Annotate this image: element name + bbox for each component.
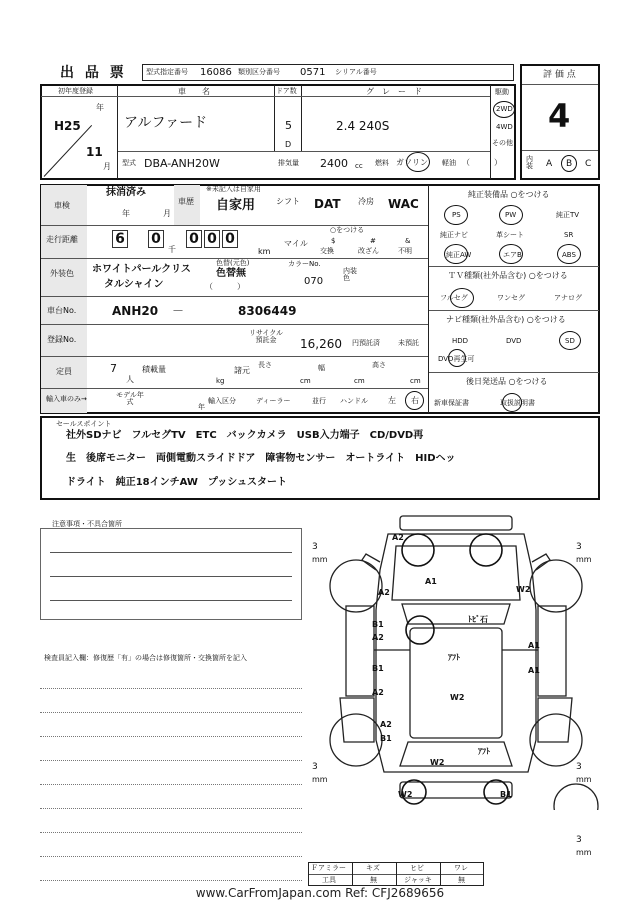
import-label: 輸入車のみ→ — [46, 395, 87, 403]
shaken-year: 年 — [122, 209, 130, 218]
form-no: 16086 — [200, 67, 232, 78]
color-name-2: タルシャイン — [104, 279, 164, 290]
tread-spare: 3 — [576, 835, 582, 845]
mileage-unit: km — [258, 247, 271, 256]
tread-rr: 3 — [576, 762, 582, 772]
equip-abs: ABS — [562, 251, 576, 259]
tv-oneseg: ワンセグ — [497, 294, 525, 302]
doors-label: ドア数 — [276, 87, 297, 95]
capacity-unit: 人 — [126, 375, 134, 384]
model-value: DBA-ANH20W — [144, 157, 220, 170]
mileage-label: 走行距離 — [46, 235, 78, 244]
mark-rear-window: W2 — [430, 758, 445, 767]
sales-points-label: セールスポイント — [56, 420, 112, 428]
displacement-value: 2400 — [320, 157, 348, 170]
equip-abs-circle — [557, 244, 581, 264]
mileage-digit-1: 6 — [112, 230, 128, 248]
usage-note: ※未記入は自家用 — [206, 185, 261, 193]
form-no-label: 型式指定番号 — [146, 68, 188, 76]
meter-option-unknown: 不明 — [398, 247, 412, 255]
recycle-unpaid: 未預託 — [398, 339, 419, 347]
light-oil-label: 軽油 — [442, 159, 456, 167]
capacity-value: 7 — [110, 362, 117, 375]
fuel-circle — [406, 152, 430, 172]
mark-rear-bumper-right: B1 — [500, 790, 512, 799]
mileage-thousand: 千 — [168, 245, 176, 254]
car-name-label: 車 名 — [178, 87, 210, 96]
tv-fullseg: フルセグ — [440, 294, 468, 302]
mark-rear-bumper-left: W2 — [398, 790, 413, 799]
mark-left-fender: A2 — [378, 588, 390, 597]
equip-airbag-circle — [499, 244, 523, 264]
navi-title: ナビ種類(社外品含む) ○をつける — [446, 315, 566, 324]
interior-a: A — [546, 159, 553, 169]
navi-dvd: DVD — [506, 337, 522, 345]
import-parallel: 並行 — [312, 397, 326, 405]
tv-analog: アナログ — [554, 294, 582, 302]
genuine-title: 純正装備品 ○をつける — [468, 190, 550, 199]
interior-b: B — [566, 159, 573, 169]
capacity-label: 定員 — [56, 367, 72, 376]
dvd-play: DVD再生可 — [438, 355, 475, 363]
dims-label: 諸元 — [234, 366, 250, 375]
meter-code-3: & — [405, 237, 411, 245]
legend-v4: 無 — [458, 876, 465, 884]
interior-c: C — [585, 159, 592, 169]
mileage-digit-3: 0 — [186, 230, 202, 248]
after-manual-circle — [502, 393, 522, 412]
handle-right: 右 — [411, 396, 419, 405]
equip-aw-circle — [444, 244, 468, 264]
drive-label: 駆動 — [495, 88, 509, 96]
load-label: 積載量 — [142, 365, 166, 374]
mark-right-rear-door: A1 — [528, 666, 540, 675]
equip-airbag: エアB — [503, 251, 522, 259]
mark-right-fender: W2 — [516, 585, 531, 594]
equip-ps-circle — [444, 205, 468, 225]
equip-pw: PW — [505, 211, 517, 219]
mark-roof-rear: W2 — [450, 693, 465, 702]
class-no: 0571 — [300, 67, 326, 78]
first-reg-month: 11 — [86, 145, 103, 159]
mileage-digit-4: 0 — [204, 230, 220, 248]
meter-code-2: # — [370, 237, 376, 245]
dvd-play-circle — [448, 349, 466, 367]
fuel-value: ガソリン — [396, 158, 428, 167]
displacement-unit: cc — [355, 162, 363, 170]
color-label: 外装色 — [50, 269, 74, 278]
year-unit: 年 — [96, 103, 104, 112]
navi-sd: SD — [565, 337, 575, 345]
ac-value: WAC — [388, 197, 419, 211]
fuel-label: 燃料 — [375, 159, 389, 167]
handle-label: ハンドル — [340, 397, 368, 405]
after-manual: 取扱説明書 — [500, 399, 535, 407]
navi-sd-circle — [559, 331, 581, 350]
displacement-label: 排気量 — [278, 159, 299, 167]
meter-label: マイル — [284, 239, 308, 248]
ac-label: 冷房 — [358, 197, 374, 206]
mark-roof: ｱﾌﾄ — [448, 653, 460, 662]
interior-label: 内装 — [526, 155, 533, 170]
legend-v2: 無 — [370, 876, 377, 884]
dim-width-unit: cm — [354, 377, 365, 385]
color-change-label: 色替(元色) — [216, 259, 250, 267]
meter-code-1: $ — [331, 237, 336, 245]
doors-value: 5 — [285, 119, 292, 132]
mark-hood: A1 — [425, 577, 437, 586]
legend-v3: ジャッキ — [404, 876, 432, 884]
caution-box — [40, 528, 302, 620]
dim-width: 幅 — [318, 364, 325, 372]
footer-watermark: www.CarFromJapan.com Ref: CFJ2689656 — [195, 886, 445, 900]
tv-title: ＴＶ種類(社外品含む) ○をつける — [448, 271, 568, 280]
mark-front-bumper: A2 — [392, 533, 404, 542]
chassis-label: 車台No. — [47, 306, 77, 315]
dim-length: 長さ — [258, 361, 272, 369]
usage-value: 自家用 — [216, 198, 256, 213]
car-diagram — [300, 510, 620, 810]
legend-h1: Ｆアミラー — [311, 864, 346, 872]
score-label: 評 価 点 — [543, 70, 576, 80]
mileage-digit-2: 0 — [148, 230, 164, 248]
mark-left-front-door-1: B1 — [372, 620, 384, 629]
recycle-paid: 円預託済 — [352, 339, 380, 347]
mark-left-rear-panel: B1 — [380, 734, 392, 743]
drive-2wd-circle — [493, 101, 515, 118]
interior-b-circle — [561, 155, 577, 172]
equip-ps: PS — [452, 211, 461, 219]
sales-points-line-3: ドライト 純正18インチAW プッシュスタート — [66, 477, 288, 488]
legend-h4: ワレ — [454, 864, 468, 872]
color-no-label: カラーNo. — [288, 260, 321, 268]
dim-length-unit: cm — [300, 377, 311, 385]
import-dealer: ディーラー — [256, 397, 291, 405]
mark-rear-quarter: ｱﾌﾄ — [478, 747, 490, 756]
model-label: 型式 — [122, 159, 136, 167]
mark-left-rear-door: B1 — [372, 664, 384, 673]
serial-label: シリアル番号 — [335, 68, 377, 76]
shift-value: DAT — [314, 197, 341, 211]
mark-windshield: ﾄﾋﾞ石 — [468, 615, 488, 624]
tread-fl: 3 — [312, 542, 318, 552]
color-no: 070 — [304, 276, 324, 287]
grade-value: 2.4 240S — [336, 119, 390, 133]
handle-left: 左 — [388, 396, 396, 405]
tread-rl: 3 — [312, 762, 318, 772]
id-row — [142, 64, 514, 81]
shaken-label: 車検 — [54, 201, 70, 210]
class-no-label: 類別区分番号 — [238, 68, 280, 76]
after-warranty: 新車保証書 — [434, 399, 469, 407]
door-type: D — [285, 140, 292, 149]
legend-h2: キズ — [366, 864, 380, 872]
mileage-digit-5: 0 — [222, 230, 238, 248]
car-name: アルファード — [124, 115, 208, 131]
meter-option-tampered: 改ざん — [358, 247, 379, 255]
drive-other: その他 — [492, 139, 513, 147]
navi-hdd: HDD — [452, 337, 469, 345]
shift-label: シフト — [276, 197, 300, 206]
dim-height: 高さ — [372, 361, 386, 369]
mark-left-rear-fender: A2 — [380, 720, 392, 729]
sheet-title: 出 品 票 — [60, 65, 127, 81]
chassis-dash: － — [172, 304, 185, 318]
equip-sr: SR — [564, 231, 574, 239]
interior-color-label: 内装色 — [343, 267, 357, 282]
mark-right-front-door: A1 — [528, 641, 540, 650]
color-change-paren: （ ） — [205, 282, 245, 291]
fuel-paren: （ ） — [462, 158, 502, 167]
drive-4wd: 4WD — [496, 123, 513, 131]
score-value: 4 — [548, 97, 571, 135]
color-change: 色替無 — [216, 268, 246, 279]
grade-label: グ レ ー ド — [366, 87, 422, 96]
recycle-amount: 16,260 — [300, 337, 342, 351]
equip-navi: 純正ナビ — [440, 231, 468, 239]
tread-rr-unit: mm — [576, 775, 592, 784]
drive-2wd: 2WD — [496, 105, 513, 113]
mark-left-front-door-2: A2 — [372, 633, 384, 642]
usage-label: 車歴 — [178, 197, 194, 206]
recycle-label: リサイクル預託金 — [248, 329, 284, 344]
handle-right-circle — [405, 391, 424, 410]
after-title: 後日発送品 ○をつける — [466, 377, 548, 386]
tv-fullseg-circle — [450, 288, 474, 308]
tread-spare-unit: mm — [576, 848, 592, 857]
inspector-label: 検査員記入欄：修復歴「有」の場合は修復箇所・交換箇所を記入 — [44, 654, 247, 662]
first-reg-year: H25 — [54, 119, 81, 133]
color-name-1: ホワイトパールクリス — [92, 264, 191, 275]
sales-points-line-1: 社外SDナビ フルセグTV ETC バックカメラ USB入力端子 CD/DVD再 — [66, 430, 424, 441]
caution-label: 注意事項・不具合箇所 — [52, 520, 122, 528]
tread-rl-unit: mm — [312, 775, 328, 784]
model-year-label: モデル年式 — [116, 391, 144, 406]
sales-points-line-2: 生 後席モニター 両側電動スライドドア 障害物センサー オートライト HIDヘッ — [66, 453, 456, 464]
model-year-unit: 年 — [198, 403, 205, 411]
equip-aw: 純正AW — [446, 251, 472, 259]
legend-h3: ヒビ — [410, 864, 424, 872]
chassis-no: 8306449 — [238, 304, 297, 318]
equip-tv: 純正TV — [556, 211, 580, 219]
chassis-prefix: ANH20 — [112, 304, 159, 318]
legend-v1: 工具 — [322, 876, 336, 884]
dim-height-unit: cm — [410, 377, 421, 385]
tread-fl-unit: mm — [312, 555, 328, 564]
tread-fr-unit: mm — [576, 555, 592, 564]
reg-no-label: 登録No. — [47, 335, 77, 344]
tread-fr: 3 — [576, 542, 582, 552]
load-unit: kg — [216, 377, 225, 385]
first-reg-label: 初年度登録 — [58, 87, 93, 95]
meter-note: ○をつける — [330, 226, 365, 234]
shaken-value: 抹消済み — [106, 187, 146, 198]
shaken-month: 月 — [163, 209, 171, 218]
mark-left-quarter: A2 — [372, 688, 384, 697]
meter-option-replaced: 交換 — [320, 247, 334, 255]
equip-pw-circle — [499, 205, 523, 225]
month-unit: 月 — [103, 162, 111, 171]
equip-leather: 革シート — [496, 231, 524, 239]
import-type-label: 輸入区分 — [208, 397, 236, 405]
